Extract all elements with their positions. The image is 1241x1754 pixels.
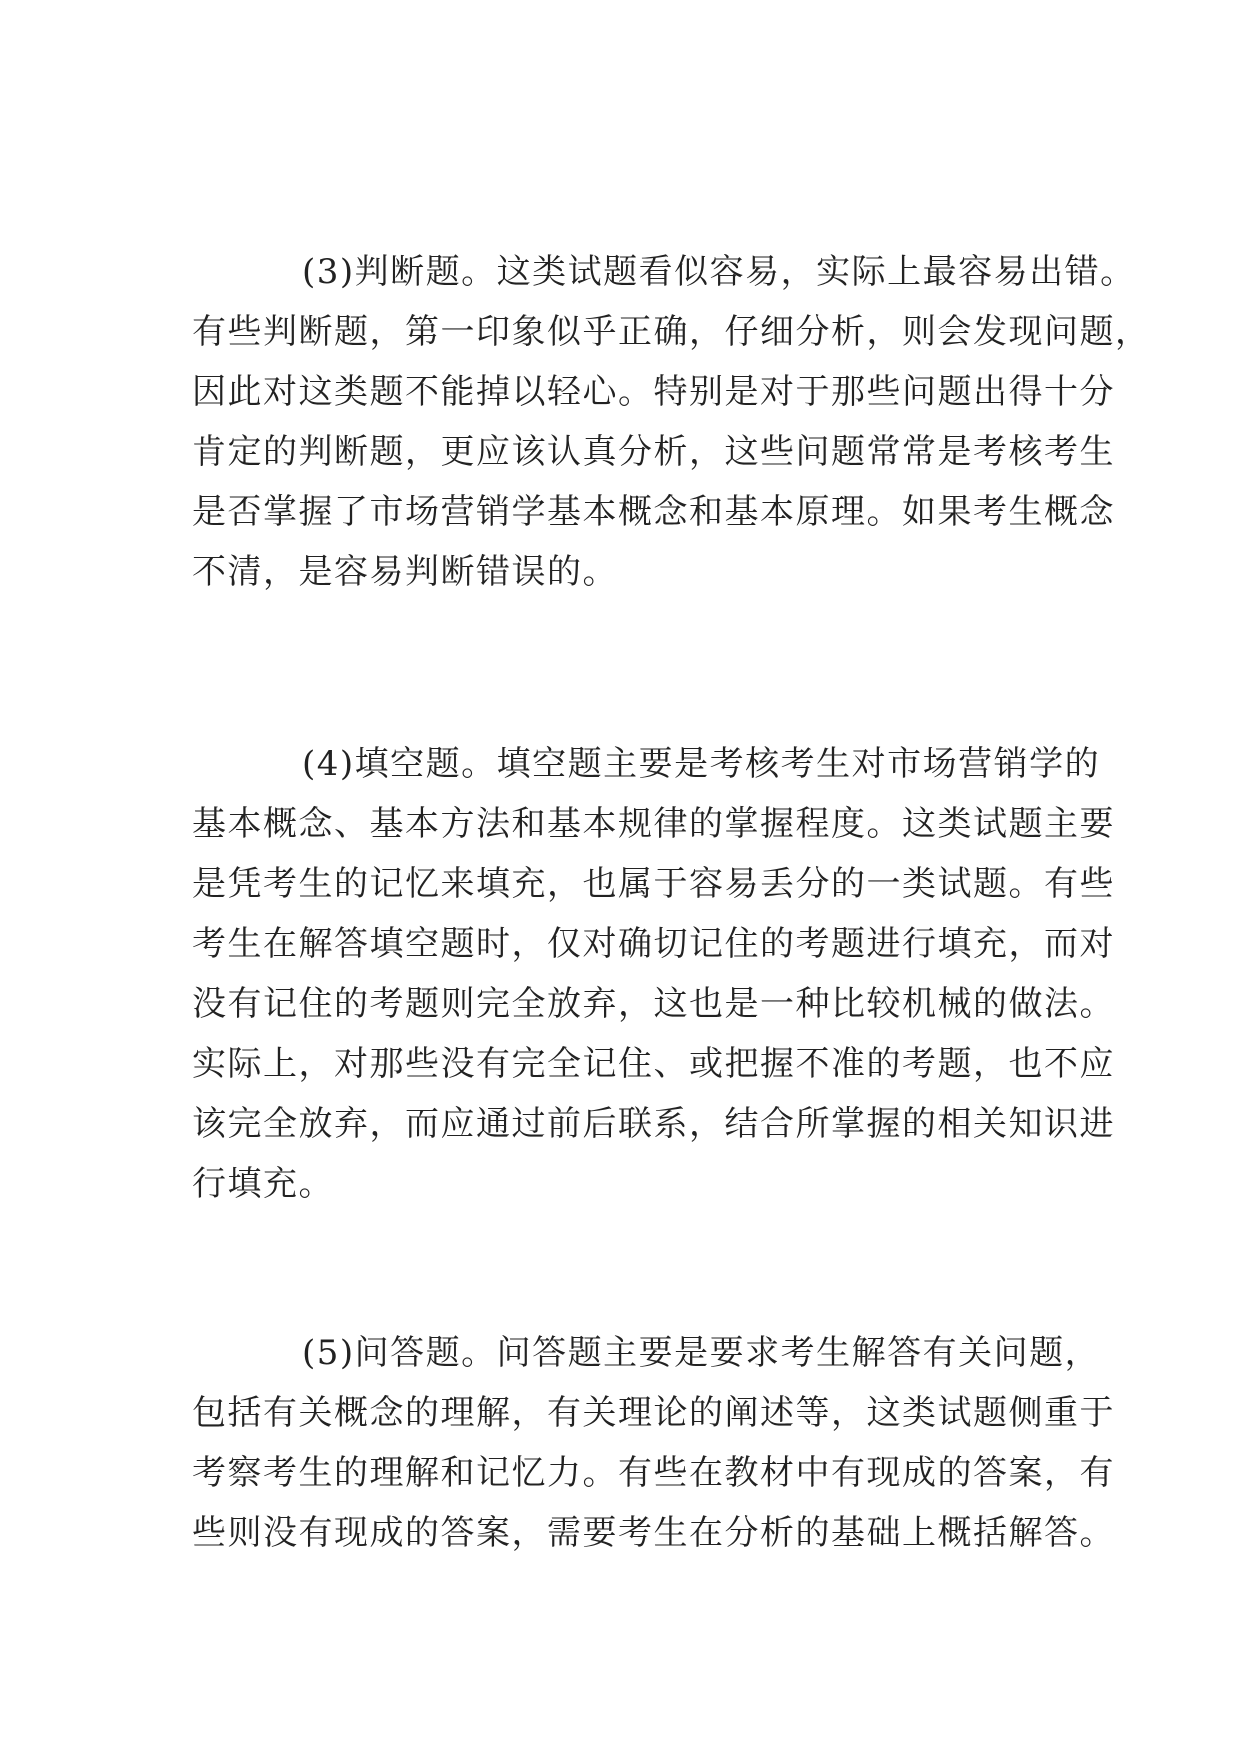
paragraph-fill-in-questions: [192, 734, 1115, 1214]
paragraph-line: (5)问答题。问答题主要是要求考生解答有关问题，: [302, 1333, 1101, 1373]
paragraph-line: 些则没有现成的答案，需要考生在分析的基础上概括解答。: [192, 1513, 1115, 1553]
paragraph-line: 是否掌握了市场营销学基本概念和基本原理。如果考生概念: [192, 492, 1115, 532]
paragraph-line: 因此对这类题不能掉以轻心。特别是对于那些问题出得十分: [192, 372, 1115, 412]
paragraph-line: 没有记住的考题则完全放弃，这也是一种比较机械的做法。: [192, 984, 1115, 1024]
paragraph-line: 该完全放弃，而应通过前后联系，结合所掌握的相关知识进: [192, 1104, 1115, 1144]
paragraph-line: 是凭考生的记忆来填充，也属于容易丢分的一类试题。有些: [192, 864, 1115, 904]
paragraph-line: (4)填空题。填空题主要是考核考生对市场营销学的: [302, 744, 1101, 784]
paragraph-line: 考察考生的理解和记忆力。有些在教材中有现成的答案，有: [192, 1453, 1115, 1493]
paragraph-line: 有些判断题，第一印象似乎正确，仔细分析，则会发现问题，: [192, 312, 1151, 352]
paragraph-line: 基本概念、基本方法和基本规律的掌握程度。这类试题主要: [192, 804, 1115, 844]
paragraph-line: 包括有关概念的理解，有关理论的阐述等，这类试题侧重于: [192, 1393, 1115, 1433]
paragraph-line: 行填充。: [192, 1164, 334, 1204]
paragraph-line: 不清，是容易判断错误的。: [192, 552, 618, 592]
paragraph-line: (3)判断题。这类试题看似容易，实际上最容易出错。: [302, 252, 1136, 292]
paragraph-line: 肯定的判断题，更应该认真分析，这些问题常常是考核考生: [192, 432, 1115, 472]
paragraph-line: 考生在解答填空题时，仅对确切记住的考题进行填充，而对: [192, 924, 1115, 964]
paragraph-judgment-questions: [192, 242, 1151, 602]
paragraph-essay-questions: [192, 1323, 1115, 1563]
paragraph-line: 实际上，对那些没有完全记住、或把握不准的考题，也不应: [192, 1044, 1115, 1084]
